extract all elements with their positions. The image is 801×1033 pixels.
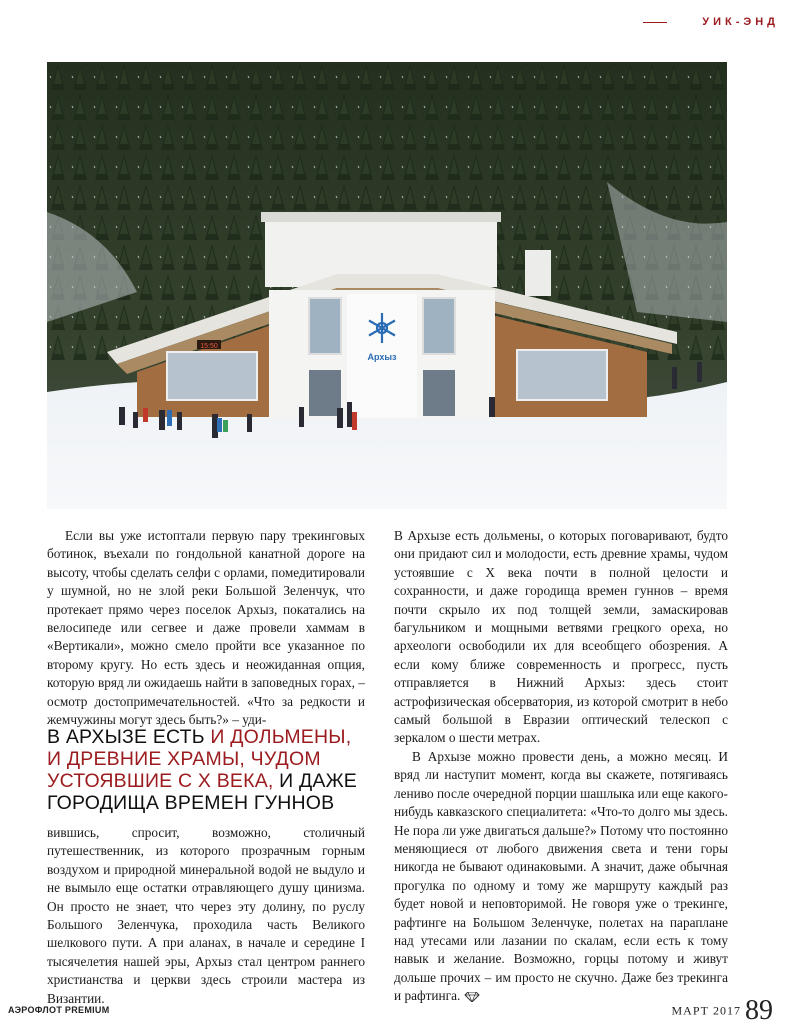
photo-arkhyz-building [47,62,727,509]
magazine-name: АЭРОФЛОТ PREMIUM [8,1005,110,1015]
article-paragraph-text: В Архызе можно провести день, а можно месяц. И вряд ли наступит момент, когда вы скажете, потягиваясь лениво после очередной порции шашлыка или еще какого-нибудь кавказского специалитета: «Что-то долго мы здесь. Не пора ли уже двигаться дальше?» Потому что постоянно меняющиеся от любого движения света и тени горы никогда не бывают одинаковыми. А значит, даже обычная прогулка по одному и тому же маршруту каждый раз будет новой и неповторимой. Не говоря уже о трекинге, рафтинге на Большом Зеленчуке, полетах на параплане над утесами или лазании по скалам, если есть к тому навык и желание. Возможно, горцы потому и живут дольше прочих – им просто не скучно. Даже без трекинга и рафтинга. [394,748,728,1004]
photo-clock-text: 15:50 [200,343,218,350]
article-paragraph: вившись, спросит, возможно, столичный путешественник, из которого прозрачным горным воздухом и природной минеральной водой не выдуло и не вымыло еще остатки отравляющего душу цинизма. Он просто не знает, что через эту долину, по руслу Большого Зеленчука, проходила часть Великого шелкового пути. А при аланах, в начале и середине I тысячелетия нашей эры, Архыз стал центром раннего христианства и церкви здесь строили мастера из Византии. [47,825,365,1006]
photo-sign-text: Архыз [367,352,397,362]
section-tag: УИК-ЭНД [702,16,779,28]
article-paragraph [394,748,728,1006]
diamond-end-mark-icon [464,992,480,1002]
page-footer [672,995,774,1027]
pull-quote-part-black: В АРХЫЗЕ ЕСТЬ [47,726,211,748]
issue-date: МАРТ 2017 [671,1003,741,1018]
pull-quote [47,726,367,814]
page-number: 89 [745,995,773,1026]
article-paragraph: Если вы уже истоптали первую пару трекинговых ботинок, въехали по гондольной канатной дороге на высоту, чтобы сделать селфи с орлами, помедитировали у шумной, но не злой реки Большой Зеленчук, что протекает прямо через поселок Архыз, покатались на велосипеде или сегвее и даже провели хаммам в «Вертикали», можно смело пройти все указанное по второму кругу. Но есть здесь и неожиданная опция, которую вряд ли ожидаешь найти в заповедных горах, – осмотр достопримечательностей. «Что за редкости и жемчужины могут здесь быть?» – уди- [47,528,365,728]
article-column-left-bottom [47,824,365,1008]
article-column-left-top [47,527,365,729]
article-column-right [394,527,728,1006]
pull-quote-part-black-end: И ДАЖЕ ГОРОДИЩА ВРЕМЕН ГУННОВ [47,770,358,814]
pull-quote-part-red: И ДОЛЬМЕНЫ, И ДРЕВНИЕ ХРАМЫ, ЧУДОМ УСТОЯВШИЕ С X ВЕКА, [47,726,352,792]
article-paragraph: В Архызе есть дольмены, о которых поговаривают, будто они придают сил и молодости, есть древние храмы, чудом устоявшие с X века почти в полной целости и сохранности, и даже городища времен гуннов – время почти скрыло их под толщей земли, замаскировав багульником и мощными ветвями грецкого ореха, но археологи освободили их для всеобщего обозрения. А если кому ближе современность и прогресс, пусть отправляется в Нижний Архыз: здесь стоит астрофизическая обсерватория, из которой смотрит в небо самый большой в Евразии оптический телескоп с зеркалом о шести метрах. [394,528,728,746]
